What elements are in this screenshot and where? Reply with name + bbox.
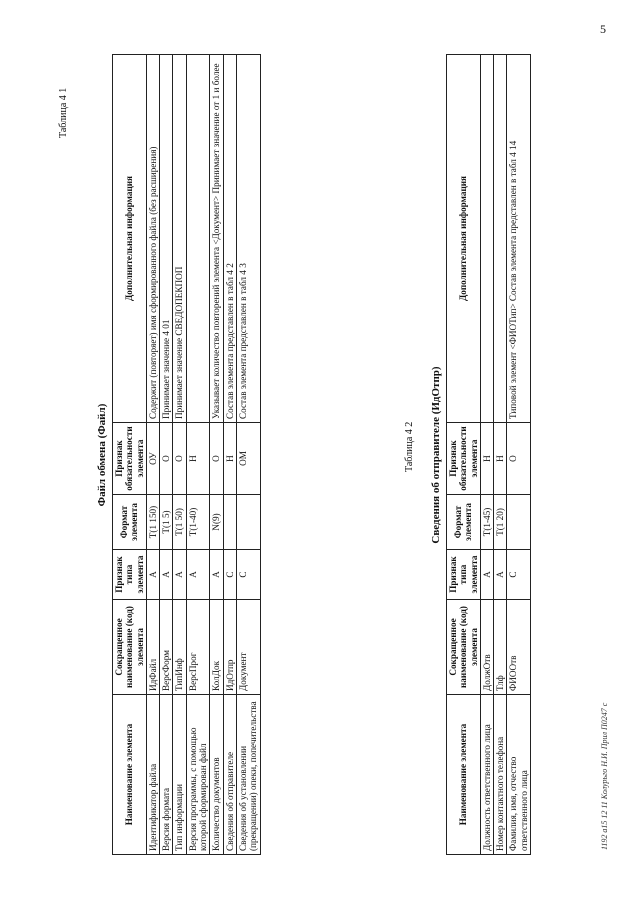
header-name: Наименование элемента: [447, 695, 481, 855]
cell-info: Состав элемента представлен в табл 4 2: [223, 55, 236, 423]
cell-code: ДолжОтв: [480, 600, 493, 695]
cell-type: А: [173, 550, 186, 600]
cell-required: Н: [186, 423, 210, 495]
table-4-1-caption: Файл обмена (Файл): [96, 403, 108, 507]
cell-info: [186, 55, 210, 423]
footer-note: 1192 а15 12 11 Колурьго Н.И. Прил П0247 с: [600, 702, 609, 850]
cell-required: О: [210, 423, 223, 495]
cell-type: С: [507, 550, 531, 600]
cell-format: [236, 495, 260, 550]
cell-info: Принимает значение СВЕДОПЕКПОП: [173, 55, 186, 423]
header-type: Признак типа элемента: [447, 550, 481, 600]
header-info: Дополнительная информация: [113, 55, 147, 423]
table-row: [236, 55, 260, 855]
cell-format: [507, 495, 531, 550]
cell-type: А: [210, 550, 223, 600]
cell-required: О: [173, 423, 186, 495]
cell-code: Документ: [236, 600, 260, 695]
cell-code: ФИООтв: [507, 600, 531, 695]
header-code: Сокращенное наименование (код) элемента: [113, 600, 147, 695]
table-row: [210, 55, 223, 855]
cell-type: С: [223, 550, 236, 600]
table-row: [480, 55, 493, 855]
table-row: [494, 55, 507, 855]
cell-format: Т(1 150): [146, 495, 159, 550]
cell-name: Тип информации: [173, 695, 186, 855]
cell-required: Н: [223, 423, 236, 495]
cell-type: А: [494, 550, 507, 600]
landscape-content: [30, 40, 620, 870]
cell-type: А: [160, 550, 173, 600]
cell-name: Версия формата: [160, 695, 173, 855]
cell-required: ОМ: [236, 423, 260, 495]
cell-name: Количество документов: [210, 695, 223, 855]
cell-info: [480, 55, 493, 423]
table-row: [146, 55, 159, 855]
cell-format: Т(1-40): [186, 495, 210, 550]
table-row: [186, 55, 210, 855]
cell-format: Т(1 5): [160, 495, 173, 550]
cell-name: Сведения об установлении (прекращении) опеки, попечительства: [236, 695, 260, 855]
cell-code: ВерсФорм: [160, 600, 173, 695]
cell-info: Содержит (повторяет) имя сформированного файла (без расширения): [146, 55, 159, 423]
table-4-2: [446, 54, 531, 855]
cell-info: Указывает количество повторений элемента <Документ> Принимает значение от 1 и более: [210, 55, 223, 423]
cell-type: А: [480, 550, 493, 600]
table-4-2-caption: Сведения об отправителе (ИдОтпр): [430, 366, 442, 544]
cell-info: Принимает значение 4 01: [160, 55, 173, 423]
cell-code: Тлф: [494, 600, 507, 695]
table-4-1-label: Таблица 4 1: [58, 87, 69, 138]
cell-name: Сведения об отправителе: [223, 695, 236, 855]
cell-format: Т(1 20): [494, 495, 507, 550]
cell-name: Номер контактного телефона: [494, 695, 507, 855]
table-row: [160, 55, 173, 855]
cell-format: [223, 495, 236, 550]
header-type: Признак типа элемента: [113, 550, 147, 600]
cell-type: А: [146, 550, 159, 600]
header-format: Формат элемента: [447, 495, 481, 550]
cell-code: КолДок: [210, 600, 223, 695]
table-row: [223, 55, 236, 855]
header-name: Наименование элемента: [113, 695, 147, 855]
cell-name: Версия программы, с помощью которой сформирован файл: [186, 695, 210, 855]
cell-info: [494, 55, 507, 423]
cell-required: ОУ: [146, 423, 159, 495]
cell-format: N(9): [210, 495, 223, 550]
header-required: Признак обязательности элемента: [113, 423, 147, 495]
header-code: Сокращенное наименование (код) элемента: [447, 600, 481, 695]
cell-name: Фамилия, имя, отчество ответственного лица: [507, 695, 531, 855]
cell-required: О: [507, 423, 531, 495]
cell-required: Н: [480, 423, 493, 495]
cell-name: Идентификатор файла: [146, 695, 159, 855]
cell-name: Должность ответственного лица: [480, 695, 493, 855]
cell-code: ИдОтпр: [223, 600, 236, 695]
cell-code: ВерсПрог: [186, 600, 210, 695]
cell-required: Н: [494, 423, 507, 495]
table-header-row: [113, 55, 147, 855]
cell-code: ИдФайл: [146, 600, 159, 695]
cell-info: Типовой элемент <ФИОТип> Состав элемента представлен в табл 4 14: [507, 55, 531, 423]
cell-required: О: [160, 423, 173, 495]
cell-code: ТипИнф: [173, 600, 186, 695]
cell-type: С: [236, 550, 260, 600]
cell-info: Состав элемента представлен в табл 4 3: [236, 55, 260, 423]
table-row: [507, 55, 531, 855]
cell-format: Т(1 50): [173, 495, 186, 550]
header-format: Формат элемента: [113, 495, 147, 550]
header-required: Признак обязательности элемента: [447, 423, 481, 495]
cell-type: А: [186, 550, 210, 600]
table-row: [173, 55, 186, 855]
table-4-2-label: Таблица 4 2: [404, 421, 415, 472]
cell-format: Т(1-45): [480, 495, 493, 550]
header-info: Дополнительная информация: [447, 55, 481, 423]
table-4-1: [112, 54, 261, 855]
table-header-row: [447, 55, 481, 855]
page-number: 5: [600, 22, 606, 36]
